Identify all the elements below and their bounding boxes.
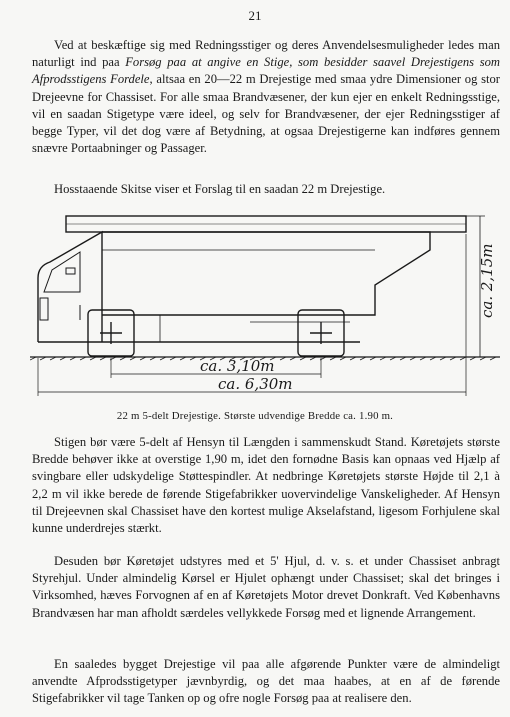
page-number: 21 [248,8,262,23]
paragraph-intro [32,37,500,157]
paragraph-ladder-specs [32,434,500,537]
paragraph-intro-text-a: Ved at beskæftige sig med Redningsstiger og deres Anvendelsesmuligheder ledes man naturligt ind paa [32,38,500,70]
cab-outline [38,232,102,342]
paragraph-sketch-intro [32,181,500,198]
height-label: ca. 2,15m [478,243,496,318]
paragraph-sketch-intro-text: Hosstaaende Skitse viser et Forslag til en saadan 22 m Drejestige. [54,182,386,196]
wheelbase-label: ca. 3,10m [200,357,275,375]
paragraph-ladder-specs-text: Stigen bør være 5-delt af Hensyn til Længden i sammenskudt Stand. Køretøjets største Bredde behøver ikke at overstige 1,90 m, idet den fornødne Basis kan opnaas ved Hjælp af svingbare eller udskydelige Støttespindler. At nedbringe Køretøjets største Højde til 2,1 à 2,2 m vil ikke berede de førende Stigefabrikker uovervindelige Vanskeligheder. Af Hensyn til Drejeevnen skal Chassiset have den kortest mulige Akselafstand, ligesom Forhjulene skal kunne underdrejes stærkt. [32,435,500,536]
body-outline [102,232,430,315]
ladder-truck-sketch [30,210,500,405]
paragraph-intro-italic: Forsøg paa at angive en Stige, som besidder saavel Drejestigens som Afprodsstigens Fordele [32,55,500,87]
paragraph-conclusion-text: En saaledes bygget Drejestige vil paa alle afgørende Punkter være de almindeligt anvendte Afprodsstigetyper jævnbyrdig, og det maa haabes, at en af de førende Stigefabrikker vil tage Tanken op og ofre nogle Forsøg paa at realisere den. [32,657,500,706]
figure-caption: 22 m 5-delt Drejestige. Største udvendige Bredde ca. 1.90 m. [116,410,394,422]
truck-drawing [30,210,500,405]
paragraph-steering-wheel [32,553,500,622]
paragraph-conclusion [32,656,500,708]
paragraph-intro-text-b: , altsaa en 20—22 m Drejestige med smaa ydre Dimensioner og stor Drejeevne for Chassiset. For alle smaa Brandvæsener, der kun ejer en enkelt Redningsstige, vil en saadan Stigetype være ideel, og selv for Brandvæsener, der ejer Redningsstiger af begge Typer, vil det dog være af Betydning, at ogsaa Drejestigerne kan indføres gennem snævre Portaabninger og Passager. [32,72,501,156]
paragraph-steering-wheel-text: Desuden bør Køretøjet udstyres med et 5' Hjul, d. v. s. et under Chassiset anbragt Styrehjul. Under almindelig Kørsel er Hjulet ophængt under Chassiset; skal det bringes i Virksomhed, hæves Forvognen af en af Køretøjets Motor drevet Donkraft. Ved Københavns Brandvæsen har man afholdt særdeles vellykkede Forsøg med et lignende Arrangement. [32,554,500,620]
length-label: ca. 6,30m [218,375,293,393]
